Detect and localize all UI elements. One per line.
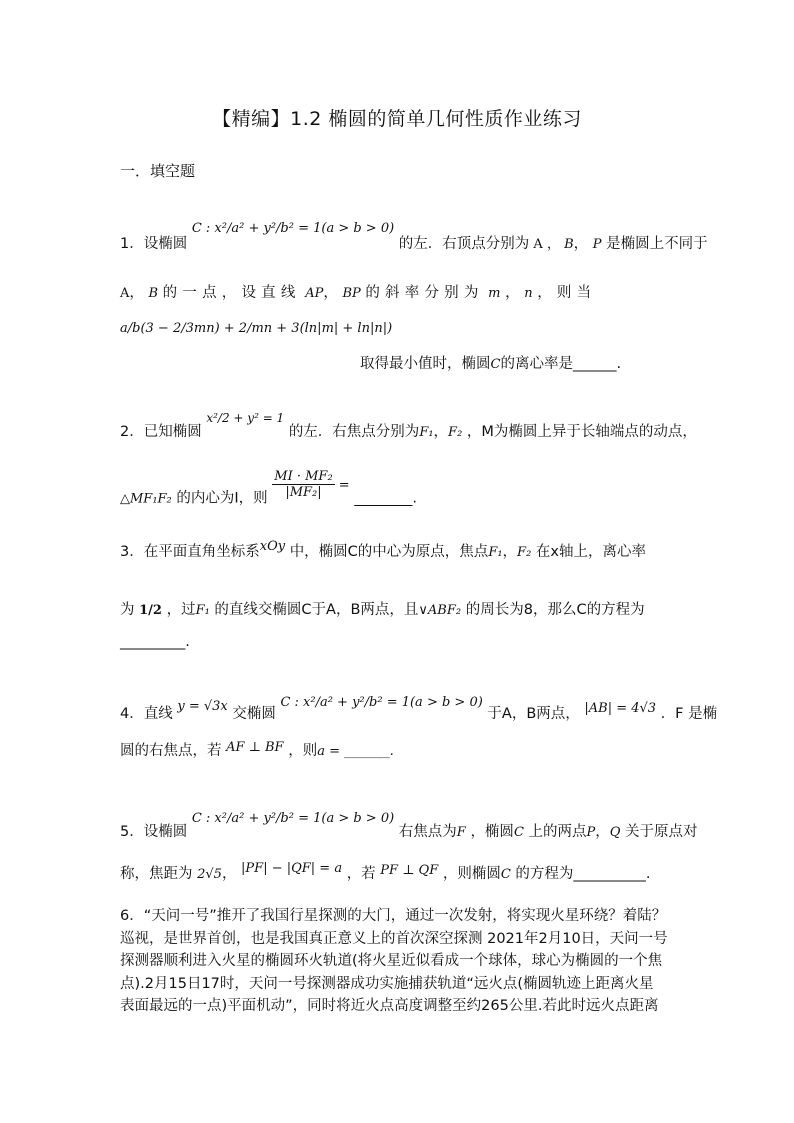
question-5-line-1: 5．设椭圆 C : x²/a² + y²/b² = 1(a > b > 0) 右焦点为F ，椭圆C 上的两点P，Q 关于原点对 <box>120 811 698 840</box>
question-1-line-3: 取得最小值时，椭圆C的离心率是______. <box>360 356 622 372</box>
min-expression: a/b(3 − 2/3mn) + 2/mn + 3(ln|m| + ln|n|) <box>120 321 393 336</box>
question-6-line: 6．“天问一号”推开了我国行星探测的大门，通过一次发射，将实现火星环绕？着陆？ <box>120 908 667 924</box>
question-4-line-2: 圆的右焦点，若 AF ⊥ BF ，则a = _______. <box>120 740 394 759</box>
question-5-line-2: 称，焦距为 2√5， |PF| − |QF| = a ，若 PF ⊥ QF ，则椭圆C 的方程为__________. <box>120 861 651 882</box>
question-6-line: 表面最远的一点)平面机动”，同时将近火点高度调整至约265公里.若此时远火点距离 <box>120 998 659 1014</box>
question-2-line-2: △MF₁F₂ 的内心为I，则 $\frac{\text{MI · MF₂}}{\text{|MF₂|}}$ = ________. <box>120 469 417 507</box>
question-1-expression <box>120 320 392 336</box>
question-6-line: 巡视，是世界首创，也是我国真正意义上的首次深空探测 2021年2月10日，天问一号 <box>120 930 668 947</box>
ellipse-equation: x²/2 + y² = 1 <box>206 411 285 425</box>
ellipse-equation: C : x²/a² + y²/b² = 1(a > b > 0) <box>191 811 395 826</box>
question-3-line-1: 3．在平面直角坐标系xOy 中，椭圆C的中心为原点，焦点F₁，F₂ 在x轴上，离心率 <box>120 539 646 560</box>
question-6 <box>120 905 680 1018</box>
vector-fraction: $\frac{\text{MI · MF₂}}{\text{|MF₂|}}$ <box>274 469 333 500</box>
question-2-line-1: 2．已知椭圆 $^{x^2/2 + y^2 = 1}$ 的左．右焦点分别为F₁，F₂ ，M为椭圆上异于长轴端点的动点， <box>120 411 697 440</box>
question-3-line-2: 为 1/2 ，过F₁ 的直线交椭圆C于A，B两点，且∨ABF₂ 的周长为8，那么C的方程为 <box>120 602 645 618</box>
document-title: 【精编】1.2 椭圆的简单几何性质作业练习 <box>212 108 582 130</box>
section-heading: 一．填空题 <box>120 162 196 180</box>
question-1-line-2: A， B 的一点，设直线 AP， BP 的斜率分别为 m ， n ，则当 <box>120 285 597 301</box>
question-6-line: 探测器顺利进入火星的椭圆环火轨道(将火星近似看成一个球体，球心为椭圆的一个焦 <box>120 953 663 969</box>
ellipse-equation: C : x²/a² + y²/b² = 1(a > b > 0) <box>191 221 395 236</box>
ellipse-equation: C : x²/a² + y²/b² = 1(a > b > 0) <box>280 695 483 710</box>
question-6-line: 点).2月15日17时，天问一号探测器成功实施捕获轨道“远火点(椭圆轨迹上距离火星 <box>120 975 654 992</box>
question-4-line-1: 4．直线 y = √3x 交椭圆 C : x²/a² + y²/b² = 1(a > b > 0) 于A，B两点， |AB| = 4√3 ．F 是椭 <box>120 695 718 722</box>
question-1-line-1: 1．设椭圆 C : x²/a² + y²/b² = 1(a > b > 0) 的左．右顶点分别为 A ， B， P 是椭圆上不同于 <box>120 221 708 252</box>
question-3-line-3: _________. <box>120 634 190 650</box>
eccentricity-value: 1/2 <box>139 603 162 618</box>
